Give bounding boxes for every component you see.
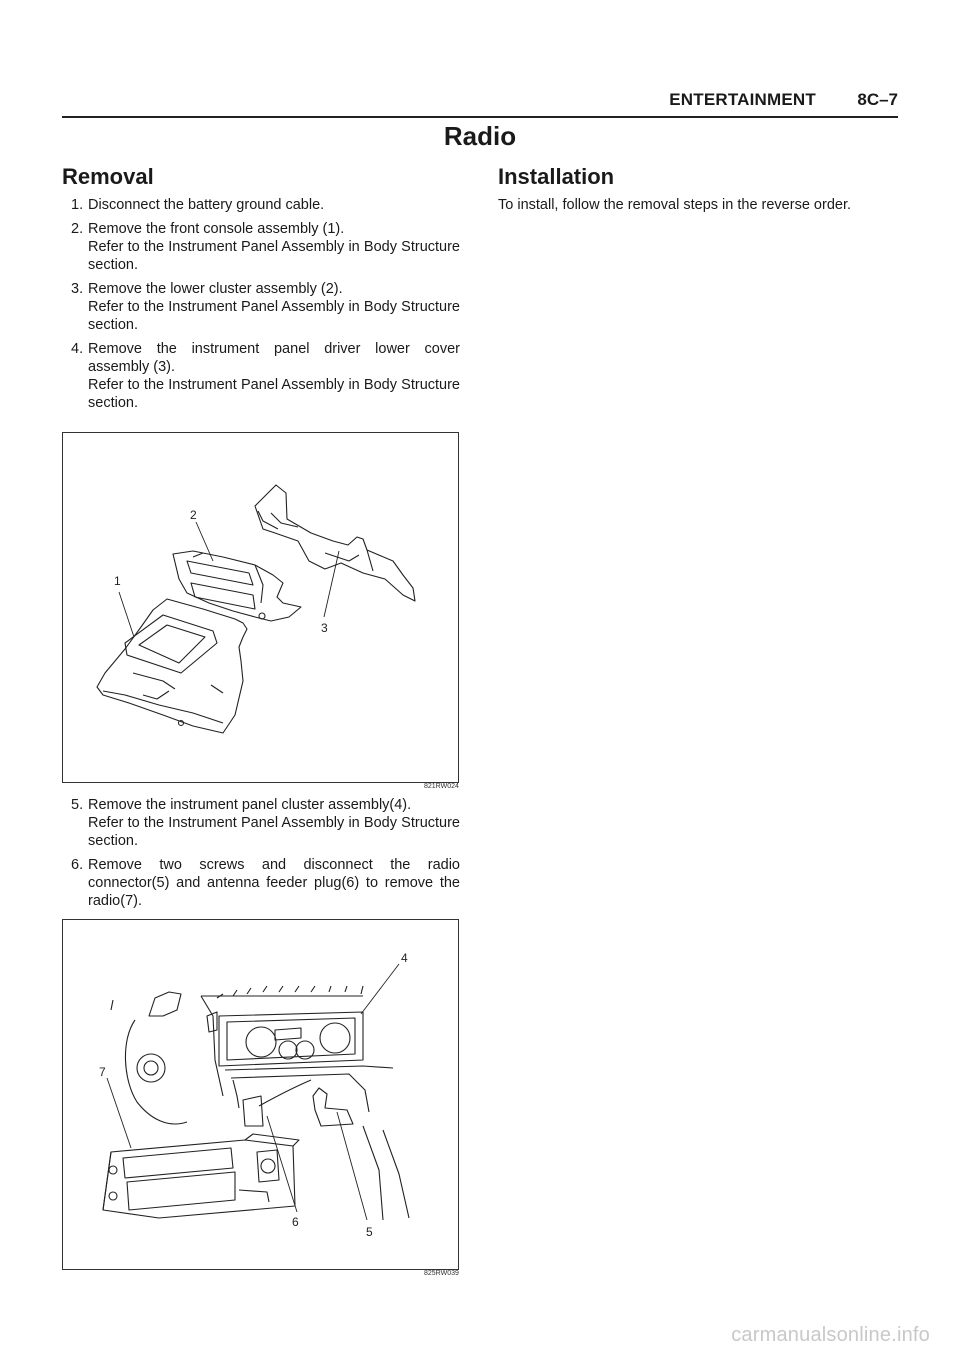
step-item bbox=[62, 280, 460, 334]
removal-column-continued bbox=[62, 796, 460, 916]
page-header bbox=[62, 90, 898, 118]
callout-7: 7 bbox=[99, 1065, 106, 1079]
step-text: Remove two screws and disconnect the radio connector(5) and antenna feeder plug(6) to remove the radio(7). bbox=[88, 857, 460, 909]
radio-illustration bbox=[63, 920, 458, 1269]
step-number: 2. bbox=[71, 221, 84, 237]
leader-line-7 bbox=[107, 1078, 131, 1148]
installation-heading: Installation bbox=[498, 164, 615, 189]
step-item bbox=[62, 796, 460, 850]
step-text: Remove the front console assembly (1). bbox=[88, 221, 345, 237]
installation-text: To install, follow the removal steps in the reverse order. bbox=[498, 197, 851, 213]
callout-3: 3 bbox=[321, 621, 328, 635]
leader-line-1 bbox=[119, 592, 134, 637]
removal-heading: Removal bbox=[62, 164, 154, 189]
step-text: Remove the instrument panel driver lower cover assembly (3). bbox=[88, 341, 460, 375]
callout-2: 2 bbox=[190, 508, 197, 522]
removal-steps-b bbox=[62, 796, 460, 910]
step-reference: Refer to the Instrument Panel Assembly in Body Structure section. bbox=[88, 299, 460, 333]
header-page-number: 8C–7 bbox=[857, 90, 898, 109]
step-text: Remove the instrument panel cluster assembly(4). bbox=[88, 797, 412, 813]
figure-radio-removal bbox=[62, 919, 459, 1270]
step-number: 1. bbox=[71, 197, 84, 213]
step-reference: Refer to the Instrument Panel Assembly in Body Structure section. bbox=[88, 239, 460, 273]
step-text: Remove the lower cluster assembly (2). bbox=[88, 281, 343, 297]
leader-line-4 bbox=[361, 964, 399, 1014]
watermark: carmanualsonline.info bbox=[731, 1324, 930, 1346]
step-reference: Refer to the Instrument Panel Assembly in Body Structure section. bbox=[88, 815, 460, 849]
installation-column bbox=[498, 164, 898, 214]
step-item bbox=[62, 340, 460, 412]
removal-column bbox=[62, 164, 460, 418]
step-item bbox=[62, 196, 460, 214]
step-number: 4. bbox=[71, 341, 84, 357]
callout-1: 1 bbox=[114, 574, 121, 588]
leader-line-3 bbox=[324, 551, 339, 617]
header-section: ENTERTAINMENT bbox=[669, 90, 816, 109]
step-text: Disconnect the battery ground cable. bbox=[88, 197, 325, 213]
leader-line-6 bbox=[267, 1116, 297, 1212]
removal-steps-a bbox=[62, 196, 460, 412]
step-item bbox=[62, 220, 460, 274]
step-item bbox=[62, 856, 460, 910]
step-number: 3. bbox=[71, 281, 84, 297]
callout-5: 5 bbox=[366, 1225, 373, 1239]
figure-code: 821RW024 bbox=[424, 783, 459, 790]
callout-4: 4 bbox=[401, 951, 408, 965]
leader-line-5 bbox=[337, 1112, 367, 1220]
console-illustration bbox=[63, 433, 458, 782]
figure-console-removal bbox=[62, 432, 459, 783]
callout-6: 6 bbox=[292, 1215, 299, 1229]
step-reference: Refer to the Instrument Panel Assembly in Body Structure section. bbox=[88, 377, 460, 411]
figure-code: 825RW039 bbox=[424, 1270, 459, 1277]
step-number: 6. bbox=[71, 857, 84, 873]
step-number: 5. bbox=[71, 797, 84, 813]
page-title: Radio bbox=[443, 121, 517, 151]
